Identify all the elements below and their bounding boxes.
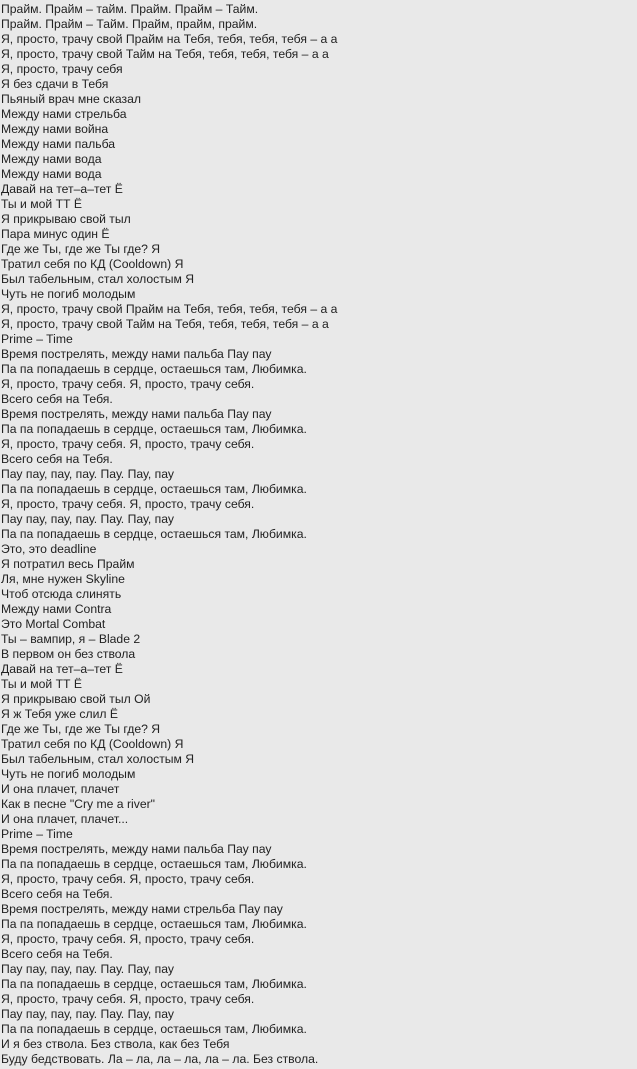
lyric-line: Между нами пальба: [1, 137, 116, 151]
lyric-line: Был табельным, стал холостым Я: [1, 272, 195, 286]
lyric-line: Где же Ты, где же Ты где? Я: [1, 242, 161, 256]
lyric-line: Всего себя на Тебя.: [1, 392, 113, 406]
lyric-line: Пау пау, пау, пау. Пау. Пау, пау: [1, 962, 174, 976]
lyric-line: Давай на тет–а–тет Ё: [1, 182, 123, 196]
lyric-line: Между нами стрельба: [1, 107, 127, 121]
lyric-line: Па па попадаешь в сердце, остаешься там, Любимка.: [1, 422, 307, 436]
lyric-line: Prime – Time: [1, 332, 73, 346]
lyric-line: Я, просто, трачу свой Тайм на Тебя, тебя, тебя, тебя – а а: [1, 47, 329, 61]
lyric-line: Я, просто, трачу себя. Я, просто, трачу себя.: [1, 497, 255, 511]
lyric-line: В первом он без ствола: [1, 647, 136, 661]
lyric-line: Я, просто, трачу свой Тайм на Тебя, тебя, тебя, тебя – а а: [1, 317, 329, 331]
lyric-line: Па па попадаешь в сердце, остаешься там, Любимка.: [1, 362, 307, 376]
lyric-line: Prime – Time: [1, 827, 73, 841]
lyric-line: Ля, мне нужен Skyline: [1, 572, 125, 586]
lyric-line: Между нами Contra: [1, 602, 112, 616]
lyric-line: Всего себя на Тебя.: [1, 452, 113, 466]
lyric-line: Пара минус один Ё: [1, 227, 110, 241]
lyric-line: Я потратил весь Прайм: [1, 557, 135, 571]
lyric-line: Я, просто, трачу себя. Я, просто, трачу себя.: [1, 377, 255, 391]
lyric-line: Всего себя на Тебя.: [1, 947, 113, 961]
lyric-line: Пау пау, пау, пау. Пау. Пау, пау: [1, 467, 174, 481]
lyric-line: И она плачет, плачет...: [1, 812, 129, 826]
lyric-line: Буду бедствовать. Ла – ла, ла – ла, ла – ла. Без ствола.: [1, 1052, 319, 1066]
lyric-line: Чуть не погиб молодым: [1, 767, 136, 781]
lyric-line: Время пострелять, между нами пальба Пау пау: [1, 407, 272, 421]
lyric-line: Я, просто, трачу себя: [1, 62, 123, 76]
lyric-line: Между нами вода: [1, 167, 102, 181]
lyric-line: Прайм. Прайм – тайм. Прайм. Прайм – Тайм.: [1, 2, 259, 16]
lyric-line: Я, просто, трачу себя. Я, просто, трачу себя.: [1, 932, 255, 946]
lyric-line: Где же Ты, где же Ты где? Я: [1, 722, 161, 736]
lyric-line: Был табельным, стал холостым Я: [1, 752, 195, 766]
lyric-line: Прайм. Прайм – Тайм. Прайм, прайм, прайм.: [1, 17, 258, 31]
lyric-line: Чуть не погиб молодым: [1, 287, 136, 301]
lyric-line: Пау пау, пау, пау. Пау. Пау, пау: [1, 512, 174, 526]
lyric-line: Я, просто, трачу себя. Я, просто, трачу себя.: [1, 872, 255, 886]
lyric-line: Давай на тет–а–тет Ё: [1, 662, 123, 676]
lyric-line: Па па попадаешь в сердце, остаешься там, Любимка.: [1, 917, 307, 931]
lyric-line: Время пострелять, между нами пальба Пау пау: [1, 842, 272, 856]
lyric-line: Па па попадаешь в сердце, остаешься там, Любимка.: [1, 977, 307, 991]
lyric-line: Чтоб отсюда слинять: [1, 587, 122, 601]
lyric-line: Всего себя на Тебя.: [1, 887, 113, 901]
lyric-line: Па па попадаешь в сердце, остаешься там, Любимка.: [1, 1022, 307, 1036]
lyric-line: Я, просто, трачу свой Прайм на Тебя, тебя, тебя, тебя – а а: [1, 302, 338, 316]
lyric-line: Это, это deadline: [1, 542, 97, 556]
lyric-line: Пьяный врач мне сказал: [1, 92, 141, 106]
lyric-line: Я, просто, трачу себя. Я, просто, трачу себя.: [1, 992, 255, 1006]
lyric-line: Это Mortal Combat: [1, 617, 106, 631]
lyric-line: Па па попадаешь в сердце, остаешься там, Любимка.: [1, 482, 307, 496]
lyric-line: Тратил себя по КД (Cooldown) Я: [1, 737, 184, 751]
lyric-line: Ты и мой ТТ Ё: [1, 677, 83, 691]
lyric-line: Время пострелять, между нами стрельба Пау пау: [1, 902, 283, 916]
lyric-line: Время пострелять, между нами пальба Пау пау: [1, 347, 272, 361]
lyric-line: И я без ствола. Без ствола, как без Тебя: [1, 1037, 230, 1051]
lyric-line: Я, просто, трачу себя. Я, просто, трачу себя.: [1, 437, 255, 451]
lyric-line: Я без сдачи в Тебя: [1, 77, 109, 91]
lyric-line: Я ж Тебя уже слил Ё: [1, 707, 119, 721]
lyric-line: Между нами вода: [1, 152, 102, 166]
lyric-line: Па па попадаешь в сердце, остаешься там, Любимка.: [1, 527, 307, 541]
lyric-line: Я прикрываю свой тыл: [1, 212, 131, 226]
lyrics-text: [1, 2, 637, 1067]
lyric-line: Как в песне "Cry me a river": [1, 797, 155, 811]
lyric-line: Тратил себя по КД (Cooldown) Я: [1, 257, 184, 271]
lyric-line: Пау пау, пау, пау. Пау. Пау, пау: [1, 1007, 174, 1021]
lyric-line: Я, просто, трачу свой Прайм на Тебя, тебя, тебя, тебя – а а: [1, 32, 338, 46]
lyric-line: Между нами война: [1, 122, 109, 136]
lyric-line: Ты – вампир, я – Blade 2: [1, 632, 141, 646]
lyric-line: Я прикрываю свой тыл Ой: [1, 692, 151, 706]
lyric-line: Ты и мой ТТ Ё: [1, 197, 83, 211]
lyric-line: И она плачет, плачет: [1, 782, 120, 796]
lyric-line: Па па попадаешь в сердце, остаешься там, Любимка.: [1, 857, 307, 871]
